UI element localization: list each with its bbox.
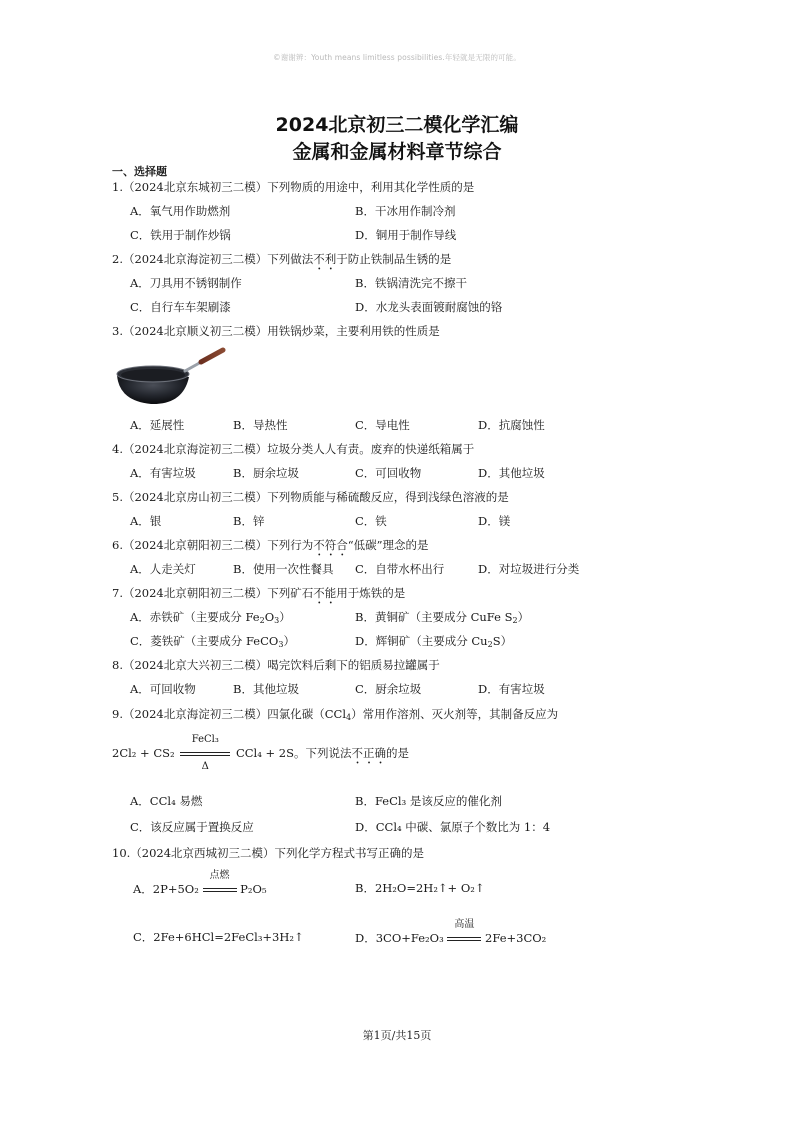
q9-option-a: A．CCl₄ 易燃 [130,794,203,808]
q5-option-b: B．锌 [233,514,265,528]
q7-option-c: C．菱铁矿（主要成分 FeCO$_3$） [130,634,295,649]
page-title: 2024北京初三二模化学汇编 [275,114,519,136]
q10-option-a: A．2P+5O₂ 点燃 P₂O₅ [133,870,267,896]
q3-option-a: A．延展性 [130,418,185,432]
q1-option-b: B．干冰用作制冷剂 [355,204,456,218]
q10-option-b: B．2H₂O=2H₂↑+ O₂↑ [355,881,485,895]
q4-option-b: B．厨余垃圾 [233,466,299,480]
q1-option-d: D．铜用于制作导线 [355,228,457,242]
q2-option-a: A．刀具用不锈钢制作 [130,276,242,290]
question-3-stem: 3.（2024北京顺义初三二模）用铁锅炒菜，主要利用铁的性质是 [112,324,440,338]
q8-option-c: C．厨余垃圾 [355,682,422,696]
q1-option-c: C．铁用于制作炒锅 [130,228,231,242]
q9-option-b: B．FeCl₃ 是该反应的催化剂 [355,794,502,808]
q8-option-a: A．可回收物 [130,682,196,696]
question-4-stem: 4.（2024北京海淀初三二模）垃圾分类人人有责。废弃的快递纸箱属于 [112,442,475,456]
page-subtitle: 金属和金属材料章节综合 [292,141,502,163]
q9-option-c: C．该反应属于置换反应 [130,820,254,834]
question-7-stem: 7.（2024北京朝阳初三二模）下列矿石不能用于炼铁的是 [112,586,406,600]
q6-option-b: B．使用一次性餐具 [233,562,334,576]
q2-option-d: D．水龙头表面镀耐腐蚀的铬 [355,300,503,314]
page-footer: 第1页/共15页 [362,1029,432,1042]
q3-option-d: D．抗腐蚀性 [478,418,545,432]
q10-option-c: C．2Fe+6HCl=2FeCl₃+3H₂↑ [133,930,304,944]
question-9-stem: 9.（2024北京海淀初三二模）四氯化碳（CCl$_4$）常用作溶剂、灭火剂等，其制备反应为 [112,707,559,722]
question-6-stem: 6.（2024北京朝阳初三二模）下列行为不符合“低碳”理念的是 [112,538,429,552]
section-heading: 一、选择题 [112,165,167,178]
q3-option-b: B．导热性 [233,418,288,432]
q4-option-d: D．其他垃圾 [478,466,545,480]
q6-option-a: A．人走关灯 [130,562,196,576]
q6-option-d: D．对垃圾进行分类 [478,562,580,576]
q5-option-c: C．铁 [355,514,387,528]
wok-image [113,347,228,407]
q7-option-b: B．黄铜矿（主要成分 CuFe $S_2$） [355,610,530,625]
q4-option-a: A．有害垃圾 [130,466,196,480]
question-5-stem: 5.（2024北京房山初三二模）下列物质能与稀硫酸反应，得到浅绿色溶液的是 [112,490,509,504]
q5-option-a: A．银 [130,514,162,528]
q10-option-d: D．3CO+Fe₂O₃ 高温 2Fe+3CO₂ [355,919,547,945]
q1-option-a: A．氧气用作助燃剂 [130,204,231,218]
question-2-stem: 2.（2024北京海淀初三二模）下列做法不利于防止铁制品生锈的是 [112,252,452,266]
q7-option-d: D．辉铜矿（主要成分 $Cu_2S$） [355,634,513,649]
question-10-stem: 10.（2024北京西城初三二模）下列化学方程式书写正确的是 [112,846,425,860]
q2-option-c: C．自行车车架刷漆 [130,300,231,314]
q3-option-c: C．导电性 [355,418,410,432]
question-8-stem: 8.（2024北京大兴初三二模）喝完饮料后剩下的铝质易拉罐属于 [112,658,440,672]
q2-option-b: B．铁锅清洗完不擦干 [355,276,467,290]
q8-option-d: D．有害垃圾 [478,682,545,696]
watermark: ©谢谢辨：Youth means limitless possibilities.年轻就是无限的可能。 [273,53,521,62]
q8-option-b: B．其他垃圾 [233,682,299,696]
q7-option-a: A．赤铁矿（主要成分 $Fe_2O_3$） [130,610,291,625]
question-1-stem: 1.（2024北京东城初三二模）下列物质的用途中，利用其化学性质的是 [112,180,475,194]
q9-equation: 2Cl₂ + CS₂ FeCl₃ Δ CCl₄ + 2S。下列说法不正确的是 [112,734,409,772]
q4-option-c: C．可回收物 [355,466,422,480]
q6-option-c: C．自带水杯出行 [355,562,445,576]
q5-option-d: D．镁 [478,514,511,528]
q9-option-d: D．CCl₄ 中碳、氯原子个数比为 1：4 [355,820,551,834]
